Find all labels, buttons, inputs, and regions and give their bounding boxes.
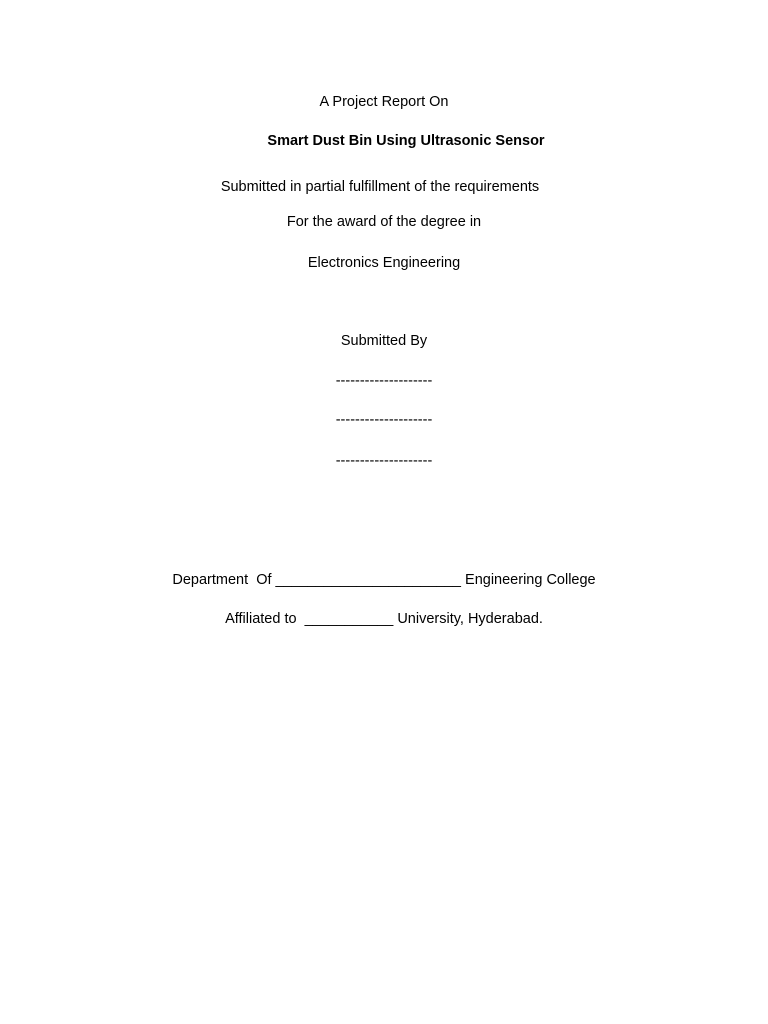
submitted-by-label: Submitted By (340, 333, 428, 349)
submission-note: Submitted in partial fulfillment of the requirements (220, 179, 540, 195)
student-placeholder-3: -------------------- (335, 453, 433, 469)
report-intro: A Project Report On (319, 94, 449, 110)
degree-line: For the award of the degree in (286, 214, 482, 230)
department-line: Department Of _______________________ Engineering College (172, 572, 596, 588)
student-placeholder-2: -------------------- (335, 412, 433, 428)
branch-name: Electronics Engineering (307, 255, 461, 271)
affiliation-line: Affiliated to ___________ University, Hyderabad. (225, 611, 543, 627)
student-placeholder-1: -------------------- (335, 373, 433, 389)
report-title: Smart Dust Bin Using Ultrasonic Sensor (267, 133, 545, 149)
